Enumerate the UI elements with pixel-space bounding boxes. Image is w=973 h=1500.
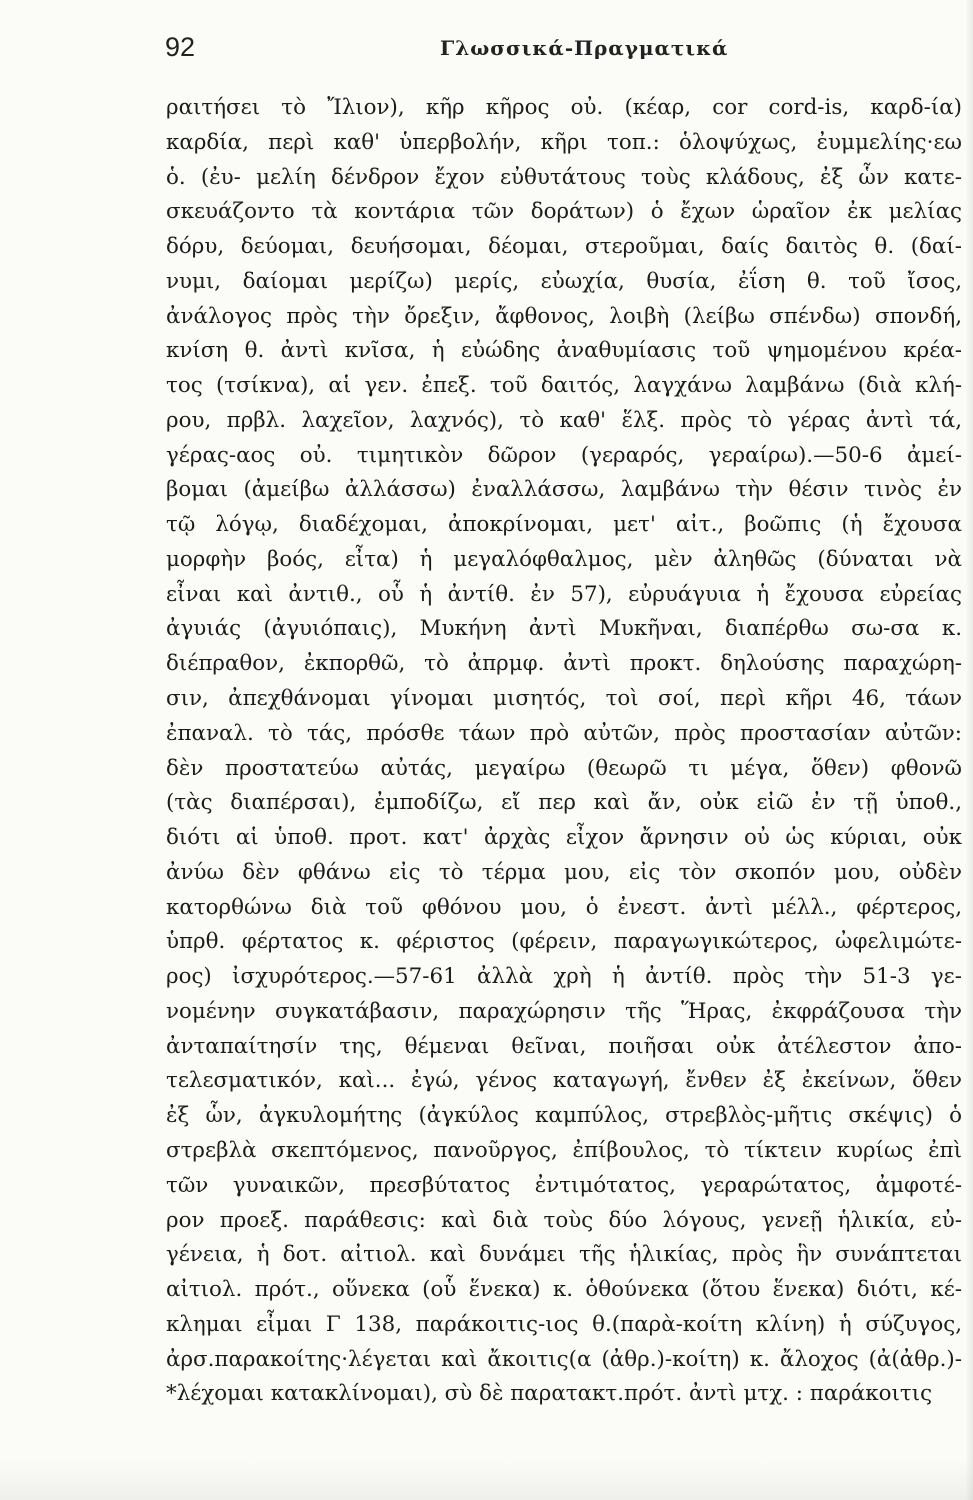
running-title: Γλωσσικά-Πραγματικά [440,36,729,60]
text-line: ἀγυιάς (ἀγυιόπαις), Μυκήνη ἀντὶ Μυκῆναι, διαπέρθω σω-σα κ. [166,616,962,642]
text-line: στρεβλὰ σκεπτόμενος, πανοῦργος, ἐπίβουλος, τὸ τίκτειν κυρίως ἐπὶ [166,1137,962,1163]
text-line: νομένην συγκατάβασιν, παραχώρησιν τῆς Ἥρας, ἐκφράζουσα τὴν [166,998,962,1024]
text-line: δὲν προστατεύω αὐτάς, μεγαίρω (θεωρῶ τι μέγα, ὅθεν) φθονῶ [166,755,962,781]
text-line: αἰτιολ. πρότ., οὕνεκα (οὗ ἕνεκα) κ. ὁθούνεκα (ὅτου ἕνεκα) διότι, κέ- [166,1277,962,1303]
text-line: τῷ λόγῳ, διαδέχομαι, ἀποκρίνομαι, μετ' αἰτ., βοῶπις (ἡ ἔχουσα [166,512,962,538]
page-number: 92 [165,32,196,62]
text-line: ἀρσ.παρακοίτης·λέγεται καὶ ἄκοιτις(α (ἀθρ.)-κοίτη) κ. ἄλοχος (ἀ(ἀθρ.)- [166,1346,962,1372]
text-line: *λέχομαι κατακλίνομαι), σὺ δὲ παρατακτ.πρότ. ἀντὶ μτχ. : παράκοιτις [166,1381,933,1407]
text-line: ὁ. (ἐυ- μελίη δένδρον ἔχον εὐθυτάτους τοὺς κλάδους, ἐξ ὧν κατε- [166,164,962,190]
text-line: μορφὴν βοός, εἶτα) ἡ μεγαλόφθαλμος, μὲν ἀληθῶς (δύναται νὰ [166,546,962,572]
page-bottom-shadow [0,1460,973,1500]
text-line: διέπραθον, ἐκπορθῶ, τὸ ἀπρμφ. ἀντὶ προκτ. δηλούσης παραχώρη- [166,651,962,677]
text-line: ραιτήσει τὸ Ἴλιον), κῆρ κῆρος οὐ. (κέαρ, cor cord-is, καρδ-ία) [166,95,962,120]
text-line: ρου, πρβλ. λαχεῖον, λαχνός), τὸ καθ' ἕλξ. πρὸς τὸ γέρας ἀντὶ τά, [166,407,962,433]
text-line: κατορθώνω διὰ τοῦ φθόνου μου, ὁ ἐνεστ. ἀντὶ μέλλ., φέρτερος, [166,894,962,920]
text-line: ὑπρθ. φέρτατος κ. φέριστος (φέρειν, παραγωγικώτερος, ὠφελιμώτε- [166,929,962,955]
text-line: τῶν γυναικῶν, πρεσβύτατος ἐντιμότατος, γεραρώτατος, ἀμφοτέ- [166,1172,962,1198]
text-line: κλημαι εἶμαι Γ 138, παράκοιτις-ιος θ.(παρὰ-κοίτη κλίνη) ἡ σύζυγος, [166,1311,962,1337]
text-line: ἀνταπαίτησίν της, θέμεναι θεῖναι, ποιῆσαι οὐκ ἀτέλεστον ἀπο- [166,1033,962,1059]
text-line: νυμι, δαίομαι μερίζω) μερίς, εὐωχία, θυσία, ἐΐση θ. τοῦ ἴσος, [166,268,962,294]
text-line: γένεια, ἡ δοτ. αἰτιολ. καὶ δυνάμει τῆς ἡλικίας, πρὸς ἣν συνάπτεται [166,1242,962,1268]
text-line: σιν, ἀπεχθάνομαι γίνομαι μισητός, τοὶ σοί, περὶ κῆρι 46, τάων [166,686,962,712]
page-header [165,30,965,70]
text-line: σκευάζοντο τὰ κοντάρια τῶν δοράτων) ὁ ἔχων ὡραῖον ἐκ μελίας [166,199,962,225]
text-line: ρον προεξ. παράθεσις: καὶ διὰ τοὺς δύο λόγους, γενεῇ ἡλικία, εὐ- [166,1207,962,1233]
text-line: τελεσματικόν, καὶ... ἐγώ, γένος καταγωγή, ἔνθεν ἐξ ἐκείνων, ὅθεν [166,1068,962,1094]
commentary-text [166,91,962,1412]
text-line: εἶναι καὶ ἀντιθ., οὗ ἡ ἀντίθ. ἐν 57), εὐρυάγυια ἡ ἔχουσα εὐρείας [166,581,962,607]
text-line: ἀνάλογος πρὸς τὴν ὄρεξιν, ἄφθονος, λοιβὴ (λείβω σπένδω) σπονδή, [166,303,962,329]
text-line: ἐπαναλ. τὸ τάς, πρόσθε τάων πρὸ αὐτῶν, πρὸς προστασίαν αὐτῶν: [166,720,962,746]
text-line: ἀνύω δὲν φθάνω εἰς τὸ τέρμα μου, εἰς τὸν σκοπόν μου, οὐδὲν [166,859,962,885]
text-line: κνίση θ. ἀντὶ κνῖσα, ἡ εὐώδης ἀναθυμίασις τοῦ ψημομένου κρέα- [166,338,962,364]
page-edge-shadow [965,0,973,1500]
text-line: καρδία, περὶ καθ' ὑπερβολήν, κῆρι τοπ.: ὁλοψύχως, ἐυμμελίης·εω [166,129,962,155]
text-line: γέρας-αος οὐ. τιμητικὸν δῶρον (γεραρός, γεραίρω).—50-6 ἀμεί- [166,442,962,468]
text-line: ἐξ ὧν, ἀγκυλομήτης (ἀγκύλος καμπύλος, στρεβλὸς-μῆτις σκέψις) ὁ [166,1103,962,1129]
text-line: διότι αἱ ὑποθ. προτ. κατ' ἀρχὰς εἶχον ἄρνησιν οὐ ὡς κύριαι, οὐκ [166,825,962,851]
text-line: βομαι (ἀμείβω ἀλλάσσω) ἐναλλάσσω, λαμβάνω τὴν θέσιν τινὸς ἐν [166,477,962,503]
text-line: τος (τσίκνα), αἱ γεν. ἐπεξ. τοῦ δαιτός, λαγχάνω λαμβάνω (διὰ κλή- [166,373,962,399]
text-line: δόρυ, δεύομαι, δευήσομαι, δέομαι, στεροῦμαι, δαίς δαιτὸς θ. (δαί- [166,234,962,260]
text-line: (τὰς διαπέρσαι), ἐμποδίζω, εἴ περ καὶ ἄν, οὐκ εἰῶ ἐν τῇ ὑποθ., [166,790,962,816]
text-line: ρος) ἰσχυρότερος.—57-61 ἀλλὰ χρὴ ἡ ἀντίθ. πρὸς τὴν 51-3 γε- [166,964,962,990]
